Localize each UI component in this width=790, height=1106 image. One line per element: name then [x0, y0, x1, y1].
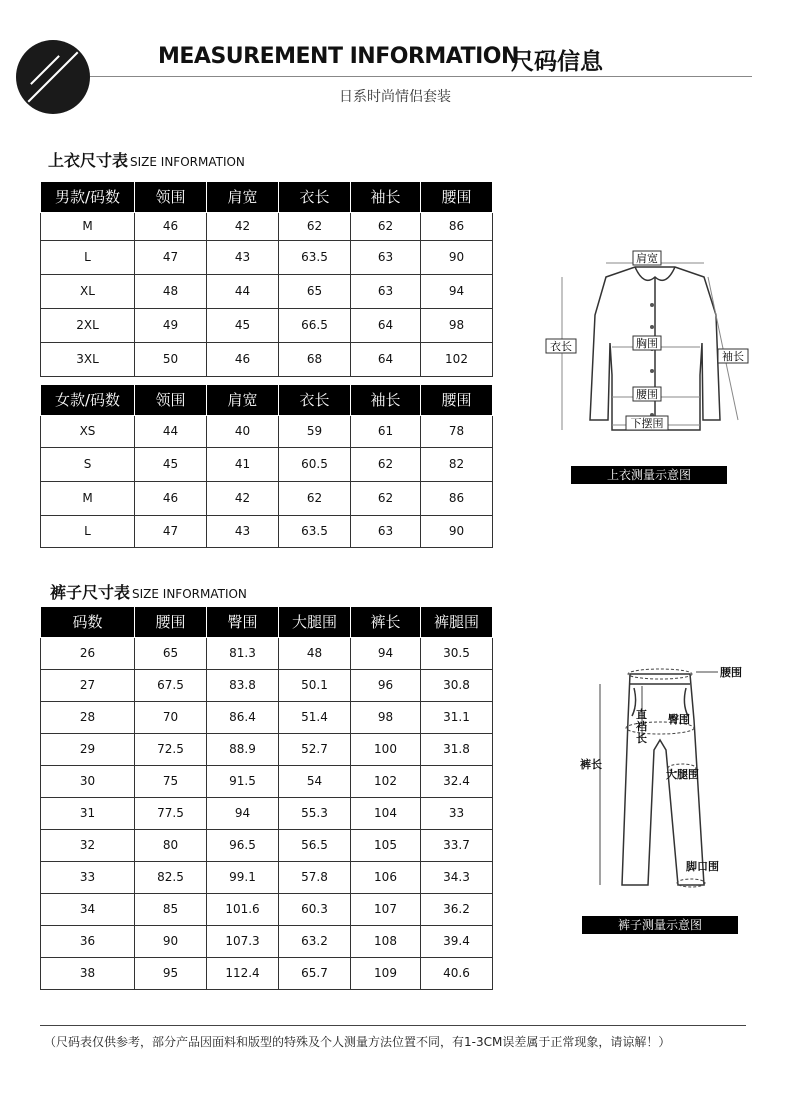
- pants-label-length: 裤长: [580, 758, 602, 771]
- section-title-en: SIZE INFORMATION: [130, 155, 245, 169]
- size-label-cell: 36: [41, 925, 135, 957]
- measurement-cell: 63: [351, 274, 421, 308]
- measurement-cell: 82: [421, 447, 493, 481]
- column-header: 女款/码数: [41, 385, 135, 415]
- column-header: 肩宽: [207, 385, 279, 415]
- measurement-cell: 47: [135, 240, 207, 274]
- column-header: 肩宽: [207, 182, 279, 212]
- measurement-cell: 83.8: [207, 669, 279, 701]
- measurement-cell: 62: [351, 212, 421, 240]
- table-row: [41, 829, 493, 861]
- measurement-cell: 102: [351, 765, 421, 797]
- measurement-cell: 31.1: [421, 701, 493, 733]
- measurement-cell: 50: [135, 342, 207, 376]
- size-label-cell: S: [41, 447, 135, 481]
- measurement-cell: 33.7: [421, 829, 493, 861]
- measurement-cell: 82.5: [135, 861, 207, 893]
- measurement-cell: 52.7: [279, 733, 351, 765]
- shirt-label-sleeve: 袖长: [722, 350, 744, 363]
- measurement-cell: 47: [135, 515, 207, 547]
- measurement-cell: 32.4: [421, 765, 493, 797]
- measurement-cell: 48: [279, 637, 351, 669]
- shirt-label-hem: 下摆围: [630, 417, 664, 430]
- measurement-cell: 65: [279, 274, 351, 308]
- footer-divider: [40, 1025, 746, 1026]
- size-label-cell: M: [41, 212, 135, 240]
- size-label-cell: M: [41, 481, 135, 515]
- measurement-cell: 40: [207, 415, 279, 447]
- column-header: 码数: [41, 607, 135, 637]
- measurement-cell: 30.8: [421, 669, 493, 701]
- size-label-cell: 33: [41, 861, 135, 893]
- size-label-cell: 34: [41, 893, 135, 925]
- measurement-cell: 86: [421, 212, 493, 240]
- measurement-cell: 96.5: [207, 829, 279, 861]
- measurement-cell: 80: [135, 829, 207, 861]
- measurement-cell: 63: [351, 515, 421, 547]
- column-header: 裤长: [351, 607, 421, 637]
- table-row: [41, 212, 493, 240]
- column-header: 腰围: [421, 385, 493, 415]
- table-row: [41, 925, 493, 957]
- measurement-cell: 63.2: [279, 925, 351, 957]
- measurement-cell: 85: [135, 893, 207, 925]
- top-size-section-title: [48, 148, 245, 171]
- measurement-cell: 95: [135, 957, 207, 989]
- size-label-cell: 29: [41, 733, 135, 765]
- measurement-cell: 78: [421, 415, 493, 447]
- men-size-table: [40, 182, 493, 377]
- shirt-label-chest: 胸围: [636, 337, 658, 350]
- shirt-diagram-caption: 上衣测量示意图: [571, 466, 727, 484]
- measurement-cell: 57.8: [279, 861, 351, 893]
- measurement-cell: 62: [351, 447, 421, 481]
- measurement-cell: 90: [135, 925, 207, 957]
- measurement-cell: 51.4: [279, 701, 351, 733]
- measurement-cell: 56.5: [279, 829, 351, 861]
- measurement-cell: 40.6: [421, 957, 493, 989]
- measurement-cell: 77.5: [135, 797, 207, 829]
- measurement-cell: 94: [207, 797, 279, 829]
- column-header: 腰围: [421, 182, 493, 212]
- measurement-cell: 70: [135, 701, 207, 733]
- measurement-cell: 94: [351, 637, 421, 669]
- measurement-cell: 98: [421, 308, 493, 342]
- footer-note: （尺码表仅供参考，部分产品因面料和版型的特殊及个人测量方法位置不同，有1-3CM误差属于正常现象，请谅解！）: [44, 1035, 671, 1049]
- measurement-cell: 65: [135, 637, 207, 669]
- measurement-cell: 90: [421, 515, 493, 547]
- column-header: 袖长: [351, 182, 421, 212]
- size-label-cell: XL: [41, 274, 135, 308]
- measurement-cell: 75: [135, 765, 207, 797]
- column-header: 腰围: [135, 607, 207, 637]
- measurement-cell: 104: [351, 797, 421, 829]
- measurement-cell: 62: [279, 212, 351, 240]
- table-row: [41, 957, 493, 989]
- measurement-cell: 50.1: [279, 669, 351, 701]
- pants-size-table: [40, 607, 493, 990]
- pants-diagram-caption: 裤子测量示意图: [582, 916, 738, 934]
- measurement-cell: 48: [135, 274, 207, 308]
- table-row: [41, 893, 493, 925]
- size-label-cell: 38: [41, 957, 135, 989]
- measurement-cell: 90: [421, 240, 493, 274]
- shirt-label-shoulder: 肩宽: [636, 252, 658, 265]
- column-header: 男款/码数: [41, 182, 135, 212]
- measurement-cell: 98: [351, 701, 421, 733]
- measurement-cell: 101.6: [207, 893, 279, 925]
- measurement-cell: 72.5: [135, 733, 207, 765]
- measurement-cell: 46: [207, 342, 279, 376]
- measurement-cell: 107.3: [207, 925, 279, 957]
- measurement-cell: 112.4: [207, 957, 279, 989]
- measurement-cell: 105: [351, 829, 421, 861]
- measurement-cell: 102: [421, 342, 493, 376]
- measurement-cell: 107: [351, 893, 421, 925]
- column-header: 衣长: [279, 385, 351, 415]
- size-label-cell: 31: [41, 797, 135, 829]
- measurement-cell: 46: [135, 212, 207, 240]
- measurement-cell: 43: [207, 515, 279, 547]
- section-title-cn: 裤子尺寸表: [50, 583, 131, 602]
- table-row: [41, 733, 493, 765]
- size-label-cell: L: [41, 240, 135, 274]
- measurement-cell: 30.5: [421, 637, 493, 669]
- pants-measurement-diagram: [578, 660, 748, 900]
- table-row: [41, 308, 493, 342]
- page-subtitle: 日系时尚情侣套装: [339, 89, 451, 105]
- measurement-cell: 109: [351, 957, 421, 989]
- size-label-cell: 30: [41, 765, 135, 797]
- measurement-cell: 99.1: [207, 861, 279, 893]
- measurement-cell: 64: [351, 342, 421, 376]
- measurement-cell: 42: [207, 481, 279, 515]
- table-row: [41, 701, 493, 733]
- size-label-cell: XS: [41, 415, 135, 447]
- measurement-cell: 61: [351, 415, 421, 447]
- measurement-cell: 39.4: [421, 925, 493, 957]
- measurement-cell: 59: [279, 415, 351, 447]
- column-header: 领围: [135, 182, 207, 212]
- measurement-cell: 41: [207, 447, 279, 481]
- measurement-cell: 106: [351, 861, 421, 893]
- column-header: 衣长: [279, 182, 351, 212]
- shirt-label-length: 衣长: [550, 340, 572, 353]
- table-row: [41, 637, 493, 669]
- pants-label-waist: 腰围: [720, 666, 742, 679]
- page-title-en: MEASUREMENT INFORMATION: [158, 44, 519, 69]
- pants-label-rise-2: 裆: [636, 720, 647, 733]
- measurement-cell: 91.5: [207, 765, 279, 797]
- section-title-en: SIZE INFORMATION: [132, 587, 247, 601]
- measurement-cell: 45: [207, 308, 279, 342]
- pants-label-hem: 脚口围: [686, 860, 719, 873]
- shirt-measurement-diagram: [540, 245, 755, 440]
- size-label-cell: 32: [41, 829, 135, 861]
- measurement-cell: 81.3: [207, 637, 279, 669]
- size-label-cell: 3XL: [41, 342, 135, 376]
- measurement-cell: 62: [279, 481, 351, 515]
- header-divider: [90, 76, 752, 77]
- measurement-cell: 96: [351, 669, 421, 701]
- size-label-cell: L: [41, 515, 135, 547]
- table-row: [41, 274, 493, 308]
- pants-label-hip: 臀围: [668, 713, 690, 726]
- table-row: [41, 342, 493, 376]
- section-title-cn: 上衣尺寸表: [48, 151, 129, 170]
- measurement-cell: 65.7: [279, 957, 351, 989]
- measurement-cell: 31.8: [421, 733, 493, 765]
- table-header-row: [41, 607, 493, 637]
- logo-stroke: [30, 55, 60, 85]
- measurement-cell: 44: [135, 415, 207, 447]
- page-title-cn: 尺码信息: [511, 49, 603, 75]
- measurement-cell: 45: [135, 447, 207, 481]
- measurement-cell: 64: [351, 308, 421, 342]
- measurement-cell: 100: [351, 733, 421, 765]
- table-row: [41, 415, 493, 447]
- size-label-cell: 27: [41, 669, 135, 701]
- measurement-cell: 88.9: [207, 733, 279, 765]
- pants-label-rise-1: 直: [636, 708, 647, 721]
- measurement-cell: 86: [421, 481, 493, 515]
- women-size-table: [40, 385, 493, 548]
- measurement-cell: 36.2: [421, 893, 493, 925]
- measurement-cell: 67.5: [135, 669, 207, 701]
- measurement-cell: 43: [207, 240, 279, 274]
- measurement-cell: 46: [135, 481, 207, 515]
- measurement-cell: 44: [207, 274, 279, 308]
- measurement-cell: 108: [351, 925, 421, 957]
- table-row: [41, 240, 493, 274]
- table-row: [41, 447, 493, 481]
- pants-label-thigh: 大腿围: [666, 768, 699, 781]
- column-header: 领围: [135, 385, 207, 415]
- column-header: 袖长: [351, 385, 421, 415]
- pants-measure-lines: [600, 669, 718, 887]
- table-row: [41, 481, 493, 515]
- measurement-cell: 33: [421, 797, 493, 829]
- measurement-cell: 66.5: [279, 308, 351, 342]
- measurement-cell: 86.4: [207, 701, 279, 733]
- table-row: [41, 515, 493, 547]
- column-header: 裤腿围: [421, 607, 493, 637]
- column-header: 臀围: [207, 607, 279, 637]
- measurement-cell: 62: [351, 481, 421, 515]
- column-header: 大腿围: [279, 607, 351, 637]
- measurement-cell: 94: [421, 274, 493, 308]
- measurement-cell: 49: [135, 308, 207, 342]
- pants-size-section-title: [50, 580, 247, 603]
- shirt-label-waist: 腰围: [636, 388, 658, 401]
- measurement-cell: 54: [279, 765, 351, 797]
- measurement-cell: 63.5: [279, 240, 351, 274]
- pants-label-rise-3: 长: [636, 732, 647, 745]
- table-row: [41, 669, 493, 701]
- table-row: [41, 797, 493, 829]
- table-header-row: [41, 182, 493, 212]
- measurement-cell: 60.5: [279, 447, 351, 481]
- size-label-cell: 26: [41, 637, 135, 669]
- measurement-cell: 60.3: [279, 893, 351, 925]
- measurement-cell: 34.3: [421, 861, 493, 893]
- measurement-cell: 42: [207, 212, 279, 240]
- measurement-cell: 68: [279, 342, 351, 376]
- measurement-cell: 55.3: [279, 797, 351, 829]
- measurement-cell: 63: [351, 240, 421, 274]
- table-row: [41, 861, 493, 893]
- table-header-row: [41, 385, 493, 415]
- size-label-cell: 2XL: [41, 308, 135, 342]
- measurement-cell: 63.5: [279, 515, 351, 547]
- size-label-cell: 28: [41, 701, 135, 733]
- table-row: [41, 765, 493, 797]
